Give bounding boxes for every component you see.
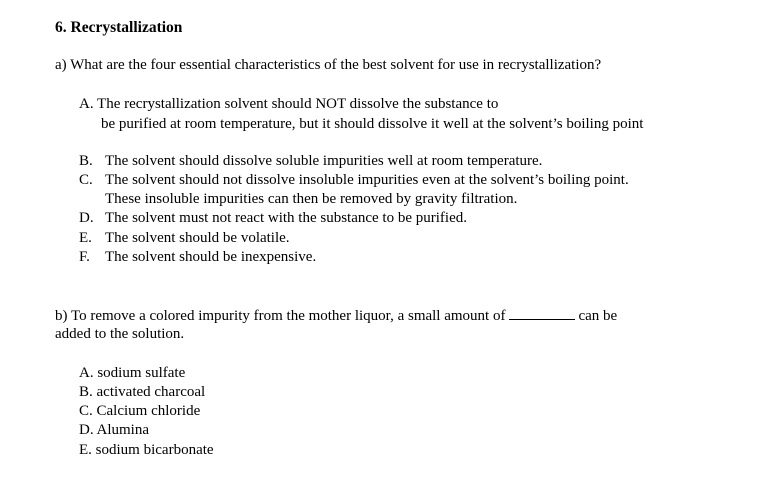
section-title: 6. Recrystallization (55, 19, 183, 36)
answer-a-line2: be purified at room temperature, but it should dissolve it well at the solvent’s boiling point (101, 116, 644, 132)
option-d: D. Alumina (79, 422, 149, 438)
list-item-b (79, 152, 542, 171)
answer-a-line1: A. The recrystallization solvent should NOT dissolve the substance to (79, 96, 499, 112)
option-e: E. sodium bicarbonate (79, 442, 214, 458)
list-item-e (79, 229, 290, 248)
list-item-f (79, 248, 316, 267)
list-item-c-continuation: These insoluble impurities can then be removed by gravity filtration. (105, 191, 518, 207)
answer-blank (509, 306, 575, 320)
list-text: The solvent must not react with the substance to be purified. (105, 210, 467, 226)
option-c: C. Calcium chloride (79, 403, 201, 419)
list-text: The solvent should be volatile. (105, 230, 290, 246)
question-b-after-blank: can be (578, 308, 618, 324)
list-letter: F. (79, 249, 90, 265)
list-letter: B. (79, 153, 93, 169)
list-text: The solvent should not dissolve insoluble impurities even at the solvent’s boiling point. (105, 172, 629, 188)
question-b-line2: added to the solution. (55, 326, 185, 342)
list-letter: D. (79, 210, 94, 226)
list-item-c (79, 171, 629, 190)
list-letter: E. (79, 230, 92, 246)
option-b: B. activated charcoal (79, 384, 206, 400)
list-item-d (79, 209, 467, 228)
question-b-text: b) To remove a colored impurity from the mother liquor, a small amount of (55, 308, 506, 324)
question-b (55, 306, 617, 326)
list-letter: C. (79, 172, 93, 188)
question-a: a) What are the four essential characteristics of the best solvent for use in recrystallization? (55, 57, 602, 73)
option-a: A. sodium sulfate (79, 365, 186, 381)
list-text: The solvent should be inexpensive. (105, 249, 317, 265)
list-text: The solvent should dissolve soluble impurities well at room temperature. (105, 153, 543, 169)
